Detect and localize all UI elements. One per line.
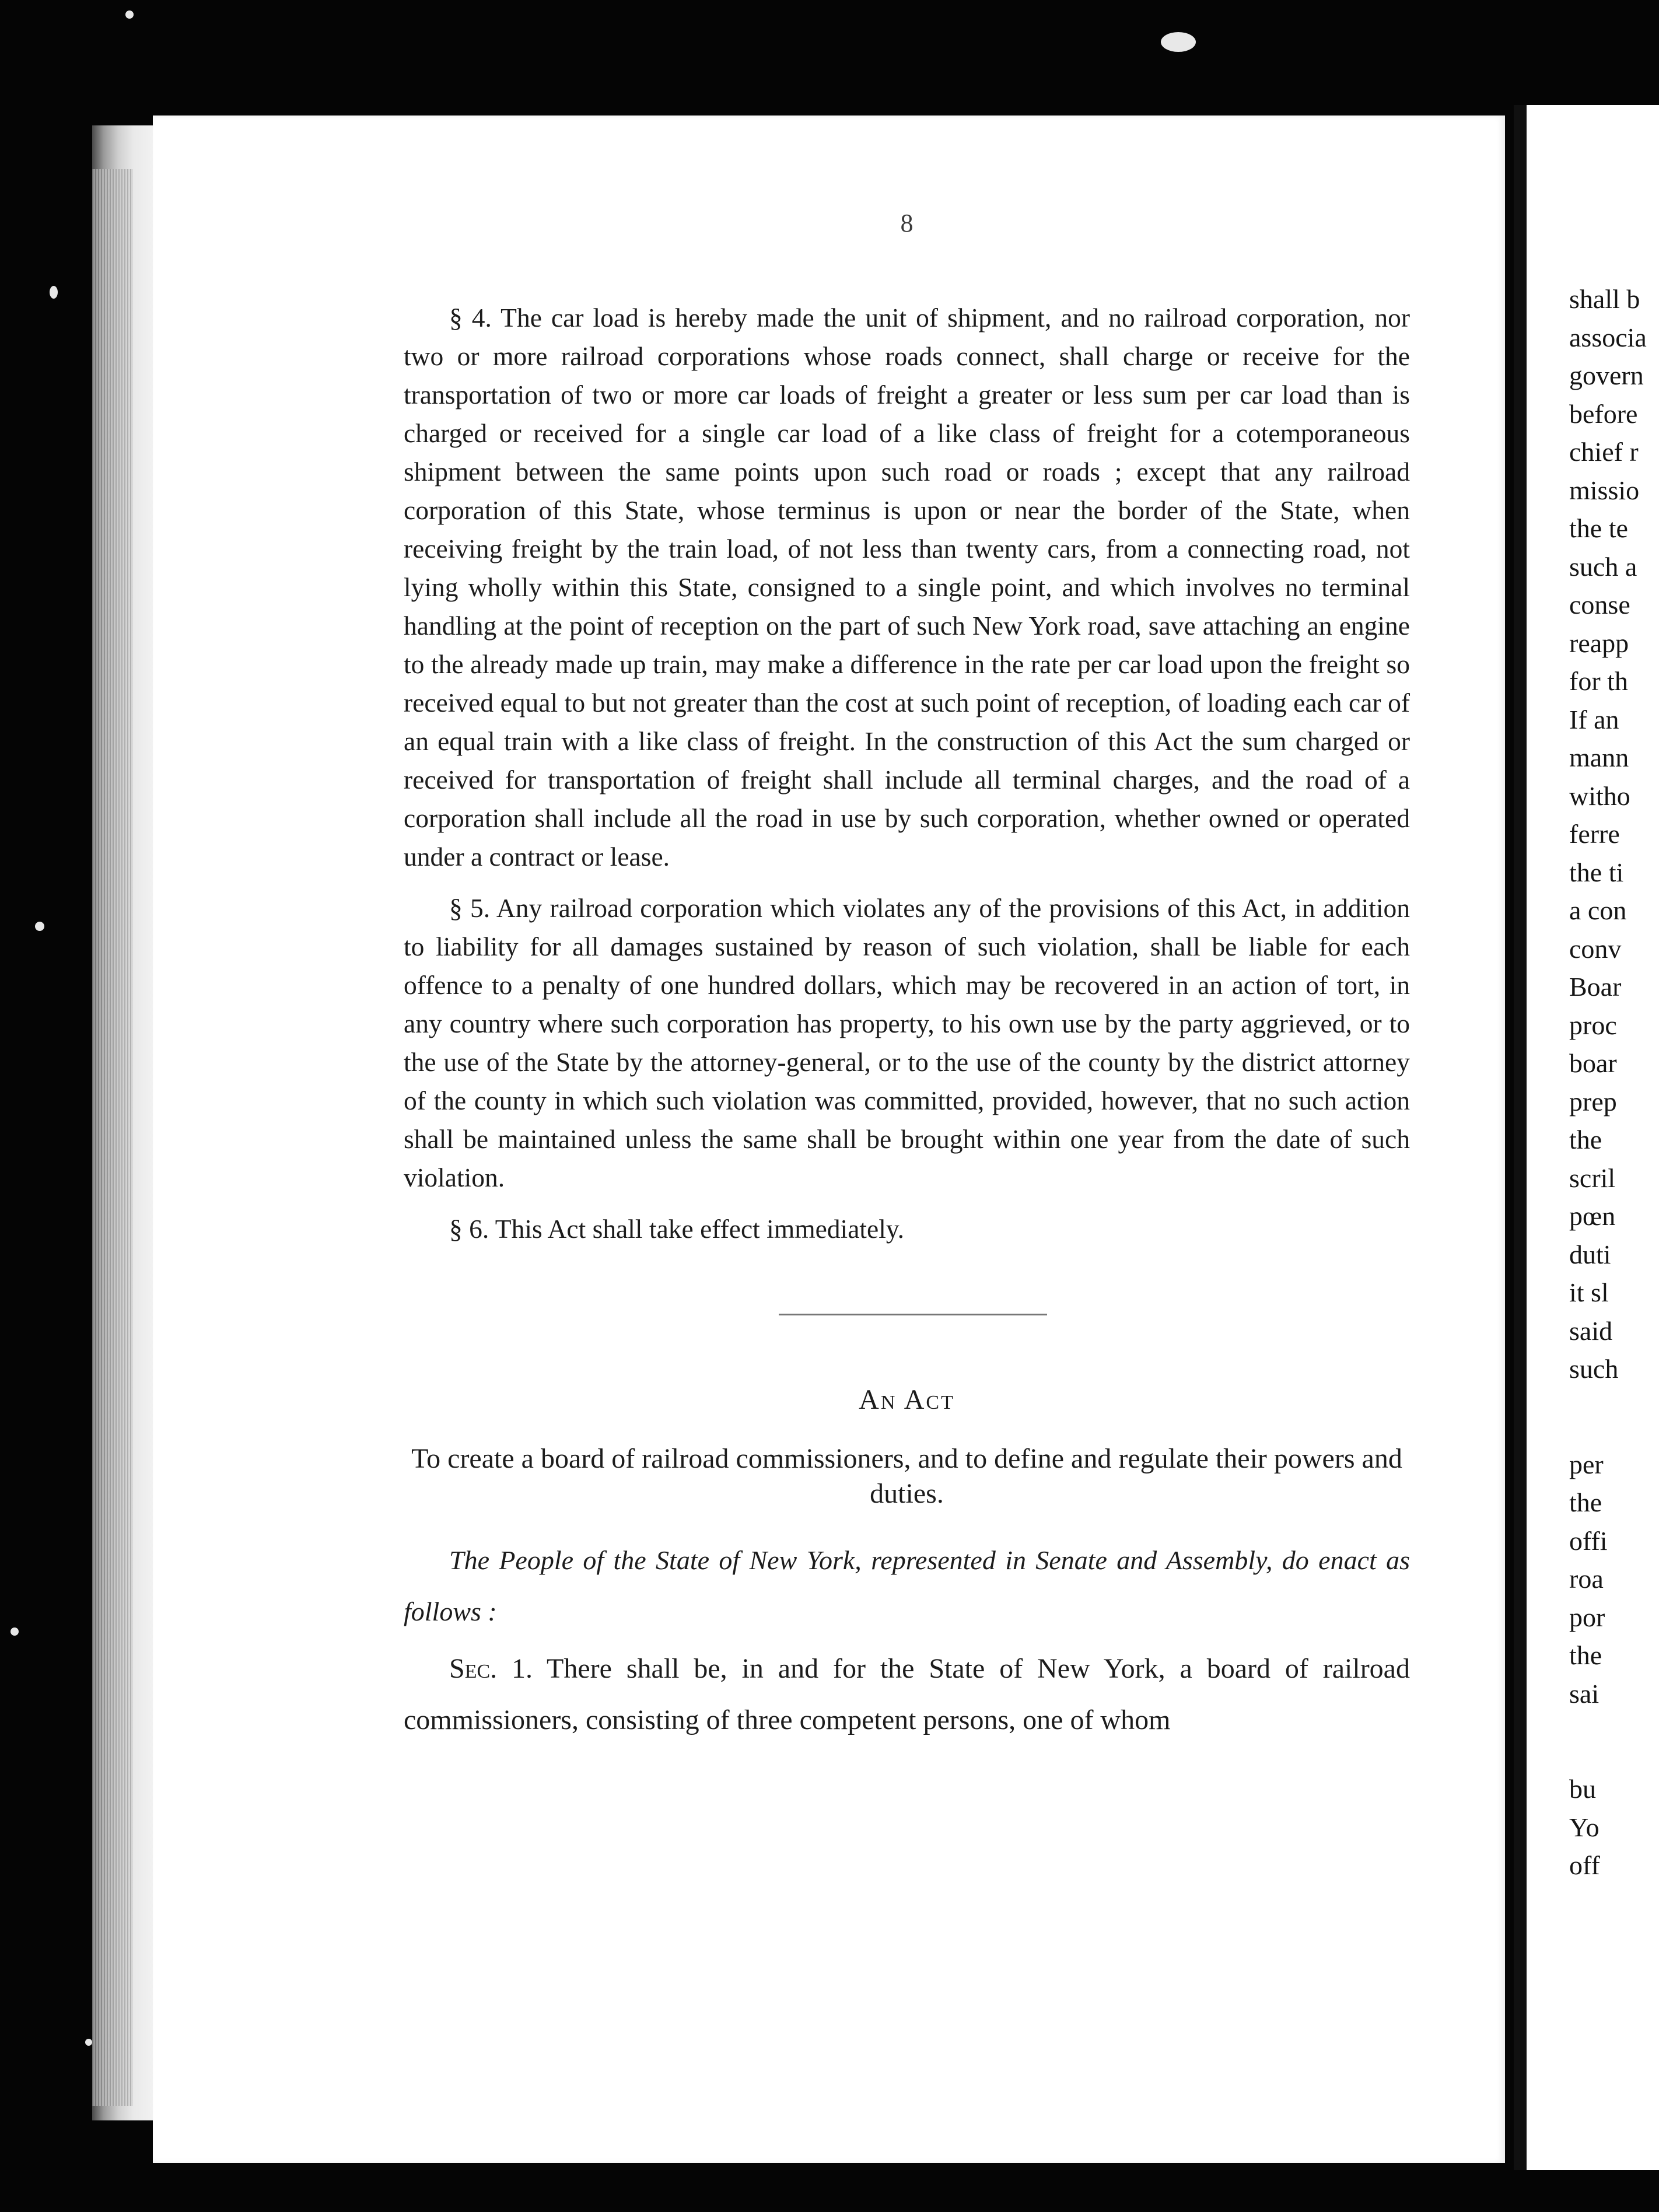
facing-page-line: before [1569, 398, 1638, 429]
facing-page-line: the [1569, 1125, 1602, 1154]
act-title: To create a board of railroad commissioners, and to define and regulate their powers and duties. [411, 1443, 1402, 1509]
scan-speck [1161, 32, 1196, 52]
facing-page-line: ferre [1569, 819, 1620, 849]
book-page-edges-shading [92, 169, 133, 2106]
enacting-clause: The People of the State of New York, represented in Senate and Assembly, do enact as follows : [404, 1545, 1410, 1626]
facing-page-line: proc [1569, 1010, 1617, 1040]
scan-speck [125, 10, 134, 19]
facing-page-line: boar [1569, 1048, 1617, 1078]
facing-page-line: sai [1569, 1678, 1600, 1709]
facing-page-line: mann [1569, 743, 1629, 772]
facing-page-line: the [1569, 1640, 1602, 1670]
section-5-paragraph: § 5. Any railroad corporation which violates any of the provisions of this Act, in addition to liability for all damages sustained by reason of such violation, shall be liable for each offence to a penalty of one hundred dollars, which may be recovered in an action of tort, in any country where such corporation has property, to his own use by the party aggrieved, or to the use of the State by the attorney-general, or to the use of the county by the district attorney of the county in which such violation was committed, provided, however, that no such action shall be maintained unless the same shall be brought within one year from the date of such violation. [404, 893, 1410, 1192]
facing-page-line: reapp [1569, 628, 1629, 658]
scan-speck [50, 286, 58, 299]
facing-page-line: such [1569, 1354, 1619, 1384]
facing-page-line: witho [1569, 780, 1630, 811]
facing-page-line: roa [1569, 1564, 1604, 1594]
facing-page-line: the [1569, 1488, 1602, 1517]
section-divider-rule [779, 1314, 1047, 1315]
facing-page-line: off [1569, 1850, 1600, 1880]
facing-page-line: missio [1569, 475, 1640, 505]
facing-page-line: associa [1569, 322, 1647, 352]
facing-page-line: scril [1569, 1163, 1616, 1193]
section-1-text: There shall be, in and for the State of New York, a board of railroad commissioners, consisting of three competent persons, one of whom [404, 1653, 1410, 1735]
facing-page-line: the te [1569, 513, 1628, 543]
facing-page-line: bu [1569, 1774, 1596, 1804]
section-4-paragraph: § 4. The car load is hereby made the unit of shipment, and no railroad corporation, nor two or more railroad corporations whose roads connect, shall charge or receive for the transportation of two or more car loads of freight a greater or less sum per car load than is charged or received for a single car load of a like class of freight for a cotemporaneous shipment between the same points upon such road or roads ; except that any railroad corporation of this State, whose terminus is upon or near the border of the State, when receiving freight by the train load, of not less than twenty cars, from a connecting road, not lying wholly within this State, consigned to a single point, and which involves no terminal handling at the point of reception on the part of such New York road, save attaching an engine to the already made up train, may make a difference in the rate per car load upon the freight so received equal to but not greater than the cost at such point of reception, of loading each car of an equal train with a like class of freight. In the construction of this Act the sum charged or received for transportation of freight shall include all terminal charges, and the road of a corporation shall include all the road in use by such corporation, whether owned or operated under a contract or lease. [404, 303, 1410, 872]
scan-speck [35, 922, 44, 931]
facing-page-line: for th [1569, 666, 1628, 696]
facing-page-line: govern [1569, 360, 1644, 390]
facing-page-line: such a [1569, 551, 1637, 582]
facing-page-line: pœn [1569, 1201, 1616, 1231]
facing-page-line: a con [1569, 895, 1627, 925]
facing-page-line: conse [1569, 590, 1630, 620]
facing-page-line: the ti [1569, 857, 1624, 887]
facing-page-line: per [1569, 1449, 1604, 1479]
facing-page-line: prep [1569, 1086, 1617, 1116]
facing-page-line: shall b [1569, 284, 1640, 314]
section-1-label: Sec. 1. [449, 1653, 533, 1684]
act-heading: An Act [859, 1384, 955, 1415]
facing-page-line: por [1569, 1602, 1605, 1632]
section-6-paragraph: § 6. This Act shall take effect immediately. [449, 1214, 905, 1244]
scan-speck [85, 2039, 92, 2046]
facing-page-line: it sl [1569, 1278, 1609, 1307]
facing-page-line: said [1569, 1315, 1613, 1346]
facing-page-text [1569, 280, 1659, 1885]
facing-page-line: chief r [1569, 437, 1639, 467]
page-text [404, 204, 1410, 1746]
scan-speck [10, 1628, 19, 1636]
facing-page-line: duti [1569, 1239, 1611, 1269]
facing-page-line: offi [1569, 1525, 1608, 1556]
facing-page-line: Yo [1569, 1812, 1600, 1842]
page-number: 8 [900, 209, 914, 237]
facing-page-line: If an [1569, 704, 1619, 734]
facing-page-line: Boar [1569, 972, 1622, 1002]
section-1-paragraph [404, 1643, 1410, 1746]
facing-page-line: conv [1569, 933, 1622, 964]
